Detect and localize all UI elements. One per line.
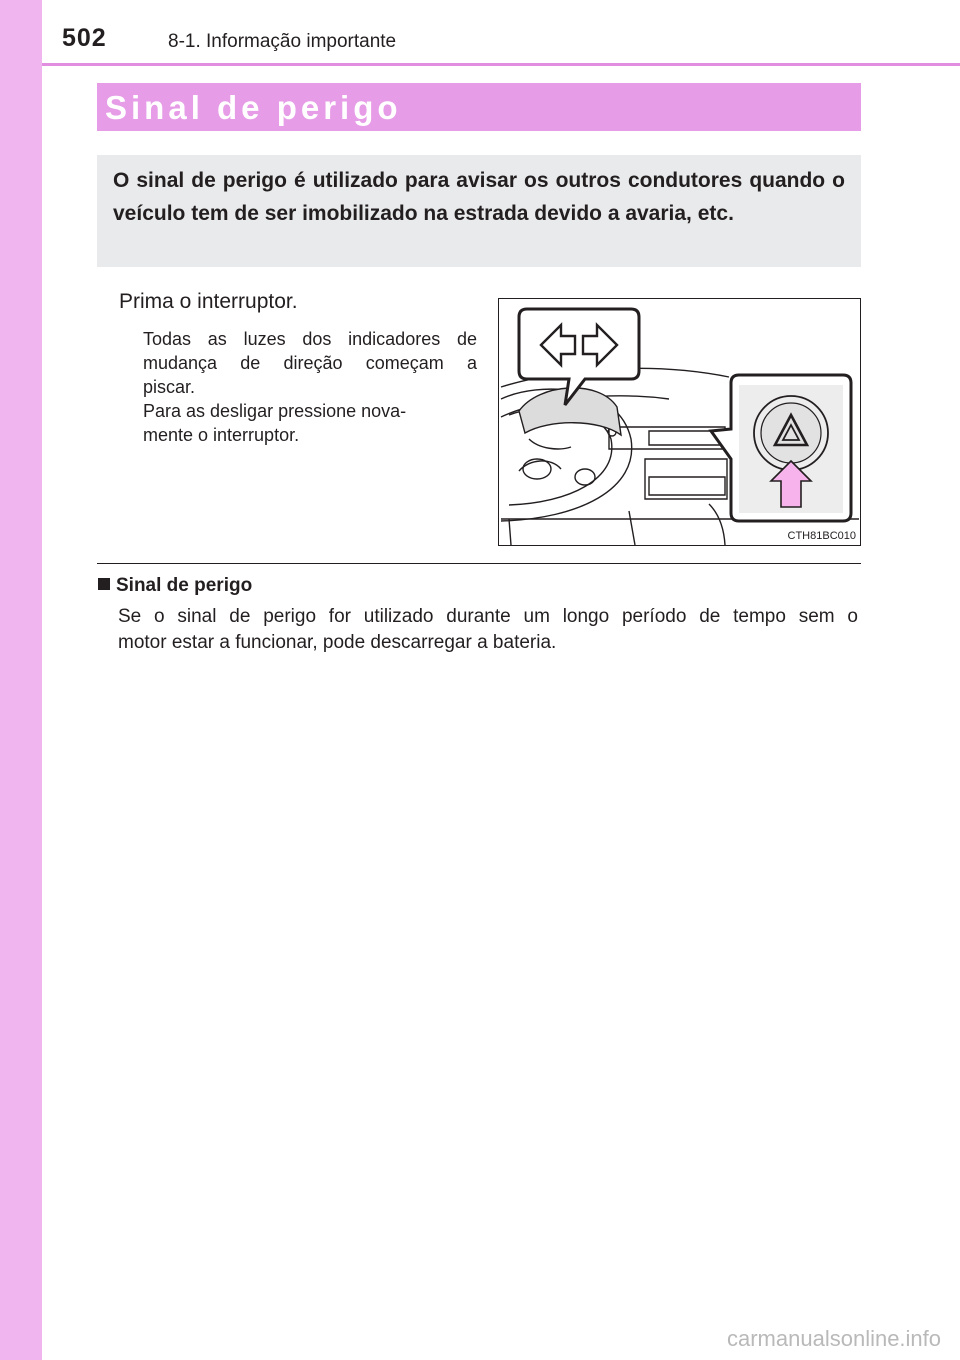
note-line: motor estar a funcionar, pode descarregar a bateria.: [118, 632, 557, 653]
section-title: 8-1. Informação importante: [168, 31, 397, 52]
step-body: [143, 327, 477, 447]
step-line: Todas as luzes dos indicadores de: [143, 329, 477, 349]
step-line: piscar.: [143, 377, 196, 397]
dashboard-illustration: [499, 299, 860, 545]
hazard-switch-figure: [498, 298, 861, 546]
step-line: mente o interruptor.: [143, 425, 300, 445]
section-divider: [97, 563, 861, 564]
hazard-switch-callout: [711, 375, 851, 521]
watermark: carmanualsonline.info: [727, 1326, 942, 1351]
note-heading-text: Sinal de perigo: [116, 575, 253, 596]
intro-text: O sinal de perigo é utilizado para avisar os outros condutores quando o veículo tem de ser imobilizado na estrada devido a avaria, etc.: [113, 169, 845, 225]
header-rule: [42, 63, 960, 66]
step-line: mudança de direção começam a: [143, 353, 477, 373]
step-line: Para as desligar pressione nova-: [143, 401, 407, 421]
page-number: 502: [62, 24, 107, 52]
note-heading: [98, 575, 252, 597]
figure-code: CTH81BC010: [787, 530, 856, 542]
page-title: Sinal de perigo: [105, 89, 402, 126]
step-heading: Prima o interruptor.: [119, 290, 298, 313]
note-line: Se o sinal de perigo for utilizado durante um longo período de tempo sem o: [118, 606, 858, 627]
intro-box: [97, 155, 861, 267]
title-bar: [97, 83, 861, 131]
square-bullet-icon: [98, 578, 110, 590]
note-body: [118, 604, 858, 656]
side-strip: [0, 0, 42, 1360]
